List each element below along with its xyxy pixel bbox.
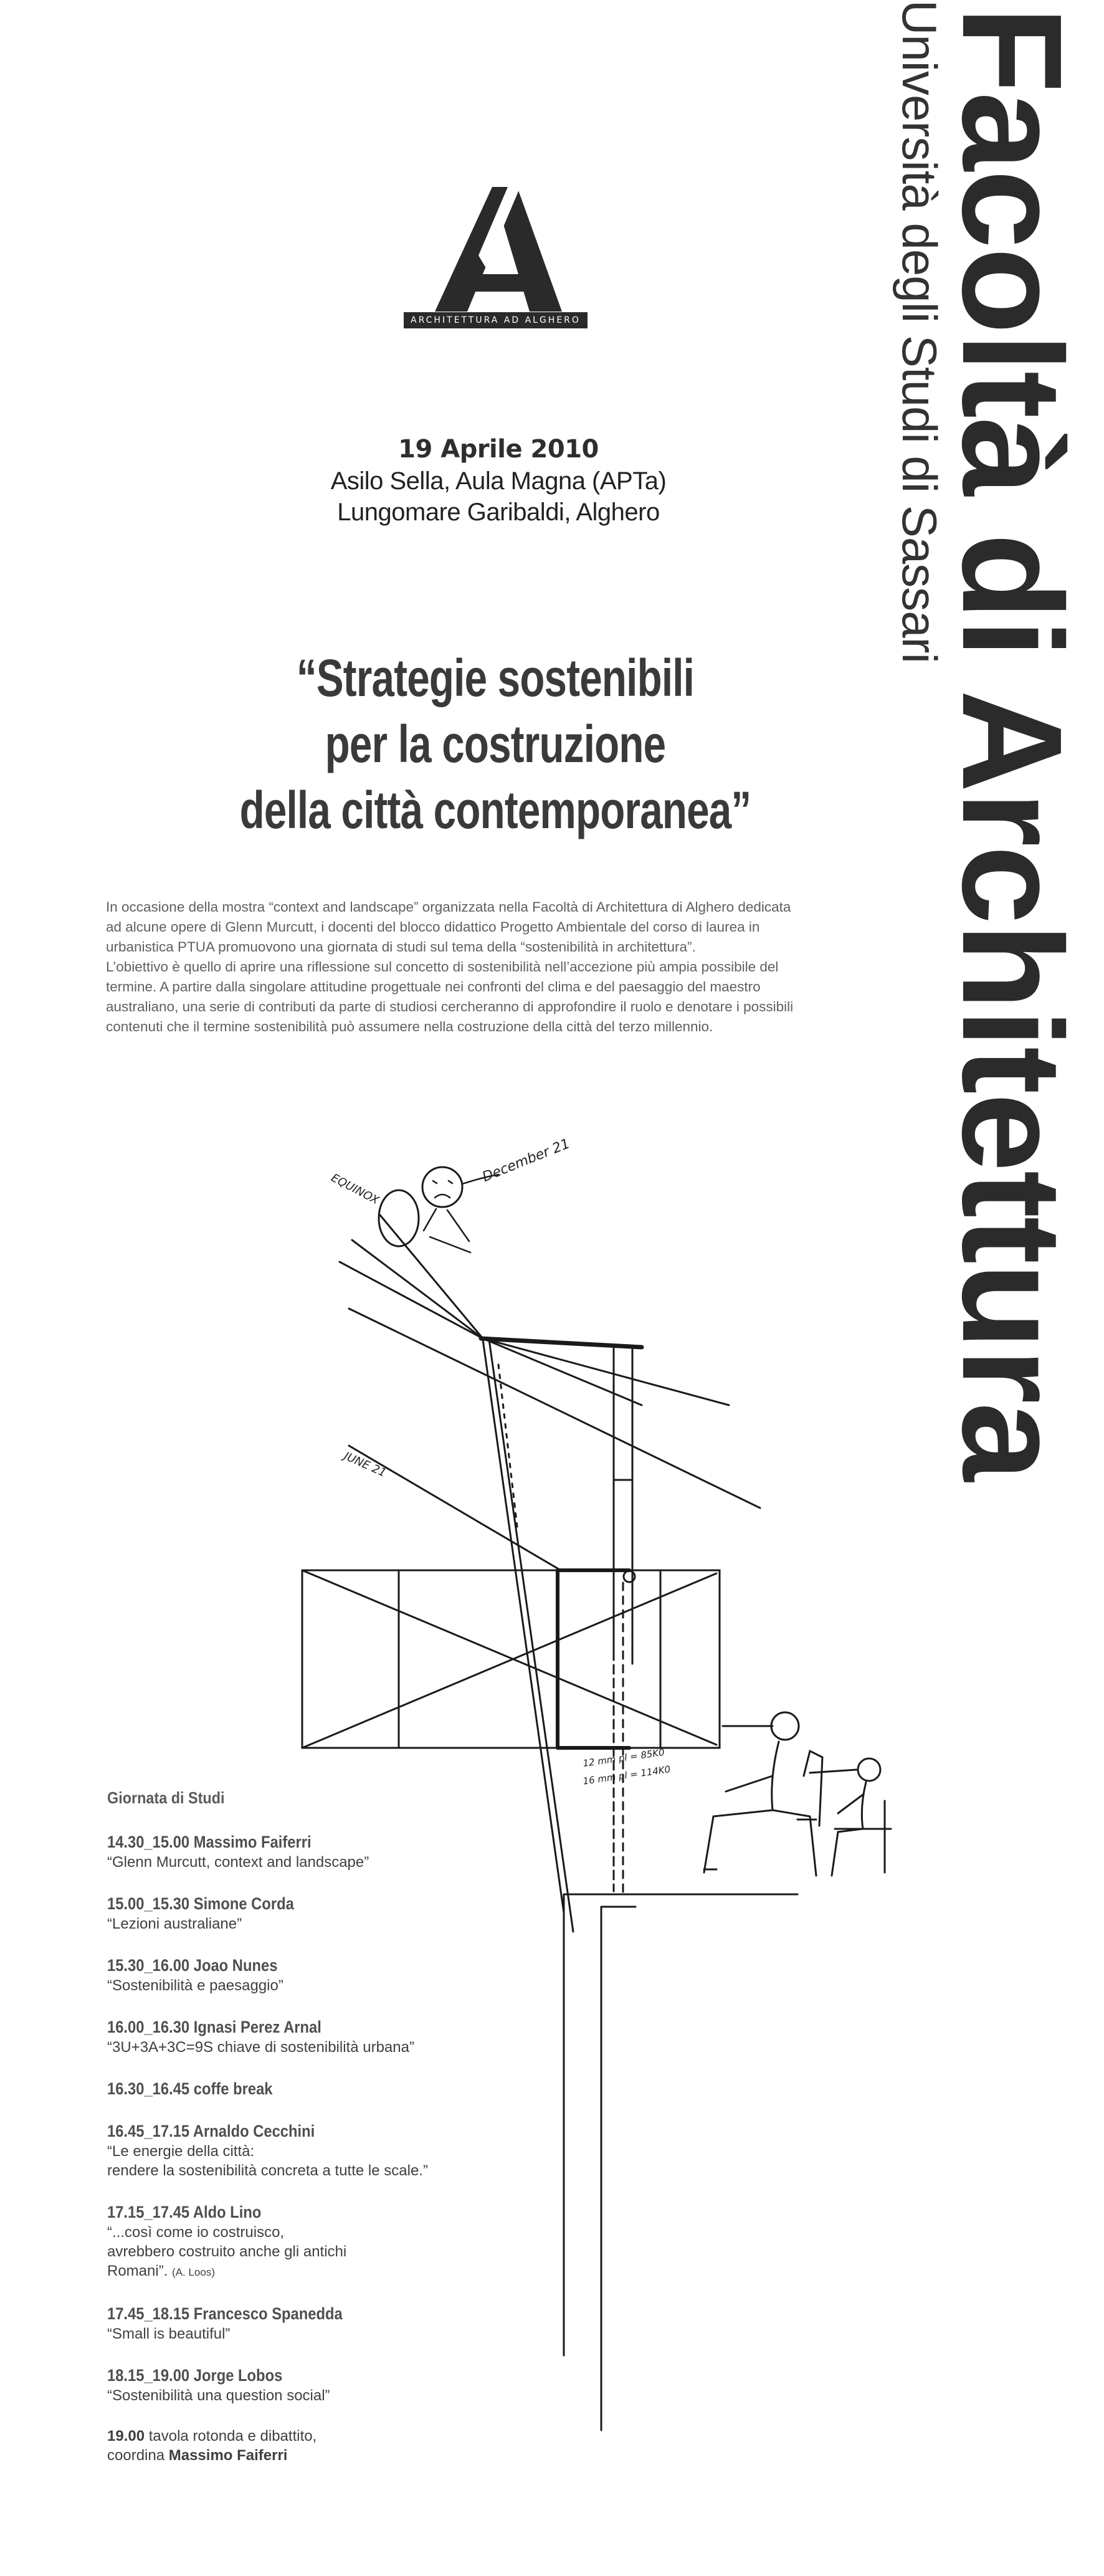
session-item	[107, 1893, 556, 1934]
sketch-label-june: JUNE 21	[341, 1449, 389, 1480]
session-talk: “...così come io costruisco, avrebbero costruito anche gli antichi Romani”.	[107, 2224, 347, 2279]
event-venue: Asilo Sella, Aula Magna (APTa)	[330, 467, 667, 495]
session-item	[107, 1955, 556, 1995]
sun-equinox-icon	[379, 1190, 419, 1246]
roundtable-time: 19.00	[107, 2428, 145, 2445]
logo-a-icon	[399, 181, 586, 315]
title-line-3: della città contemporanea”	[239, 781, 751, 839]
session-item	[107, 2078, 556, 2099]
session-talk: “Small is beautiful”	[107, 2326, 231, 2342]
session-time-speaker: 14.30_15.00 Massimo Faiferri	[107, 1833, 312, 1851]
intro-paragraph-2: L’obiettivo è quello di aprire una riflessione sul concetto di sostenibilità nell’accezione più ampia possibile del termine. A partire dalla singolare attitudine progettuale nei confronti del clima e del paesaggio del maestro australiano, una serie di contributi da parte di studiosi cercheranno di approfondire il ruolo e denotare i possibili contenuti che il termine sostenibilità può assumere nella costruzione della città del terzo millennio.	[106, 959, 794, 1034]
program-heading: Giornata di Studi	[107, 1788, 225, 1807]
session-item	[107, 2120, 556, 2180]
session-item	[107, 2365, 556, 2405]
session-citation: (A. Loos)	[172, 2266, 216, 2278]
roundtable-moderator: Massimo Faiferri	[168, 2447, 288, 2464]
sun-december-icon	[422, 1167, 462, 1207]
session-item	[107, 2016, 556, 2057]
main-title	[137, 645, 854, 843]
session-talk: “Lezioni australiane”	[107, 1915, 242, 1932]
event-address: Lungomare Garibaldi, Alghero	[337, 499, 660, 526]
roundtable-moderator-prefix: coordina	[107, 2447, 169, 2464]
session-talk: “Sostenibilità una question social”	[107, 2387, 330, 2404]
program-schedule	[107, 1788, 556, 2486]
sketch-label-dim-1: 12 mm pl = 85K0	[582, 1746, 665, 1770]
session-time-speaker: 18.15_19.00 Jorge Lobos	[107, 2366, 283, 2385]
title-line-2: per la costruzione	[325, 715, 666, 773]
sketch-label-dim-2: 16 mm pl = 114K0	[582, 1763, 672, 1787]
logo-wordmark: ARCHITETTURA AD ALGHERO	[404, 312, 588, 328]
roundtable-line	[107, 2426, 556, 2446]
session-time-speaker: 15.30_16.00 Joao Nunes	[107, 1956, 278, 1975]
sketch-label-equinox: EQUINOX	[328, 1171, 381, 1208]
session-talk: “Glenn Murcutt, context and landscape”	[107, 1854, 369, 1871]
side-titles	[866, 0, 1104, 2576]
roundtable-item	[107, 2426, 556, 2465]
session-time-speaker: 16.00_16.30 Ignasi Perez Arnal	[107, 2018, 321, 2036]
roundtable-text: tavola rotonda e dibattito,	[145, 2428, 317, 2445]
session-item	[107, 2202, 556, 2282]
title-line-1: “Strategie sostenibili	[296, 649, 695, 707]
sketch-label-december: December 21	[480, 1135, 573, 1186]
session-talk-wrapper	[107, 2223, 556, 2282]
session-item	[107, 2303, 556, 2344]
faculty-logo	[399, 181, 586, 330]
seated-person-icon	[771, 1712, 799, 1740]
session-time-speaker: 17.45_18.15 Francesco Spanedda	[107, 2304, 343, 2323]
university-name: Università degli Studi di Sassari	[892, 0, 947, 663]
intro-paragraph-1: In occasione della mostra “context and landscape” organizzata nella Facoltà di Architettura di Alghero dedicata ad alcune opere di Glenn Murcutt, i docenti del blocco didattico Progetto Ambientale del corso di laurea in urbanistica PTUA promuovono una giornata di studi sul tema della “sostenibilità in architettura”.	[106, 899, 791, 955]
faculty-name: Facoltà di Architettura	[933, 6, 1091, 1481]
session-talk: “3U+3A+3C=9S chiave di sostenibilità urbana”	[107, 2039, 414, 2056]
intro-text	[106, 897, 804, 1037]
session-time-speaker: 17.15_17.45 Aldo Lino	[107, 2203, 262, 2221]
session-time-speaker: 16.30_16.45 coffe break	[107, 2079, 273, 2098]
session-item	[107, 1831, 556, 1872]
session-talk: “Le energie della città: rendere la sostenibilità concreta a tutte le scale.”	[107, 2143, 428, 2179]
event-date: 19 Aprile 2010	[398, 435, 599, 464]
session-talk: “Sostenibilità e paesaggio”	[107, 1977, 283, 1994]
event-info	[237, 433, 760, 528]
session-time-speaker: 15.00_15.30 Simone Corda	[107, 1894, 294, 1913]
session-time-speaker: 16.45_17.15 Arnaldo Cecchini	[107, 2122, 315, 2140]
roundtable-moderator-line	[107, 2446, 556, 2465]
